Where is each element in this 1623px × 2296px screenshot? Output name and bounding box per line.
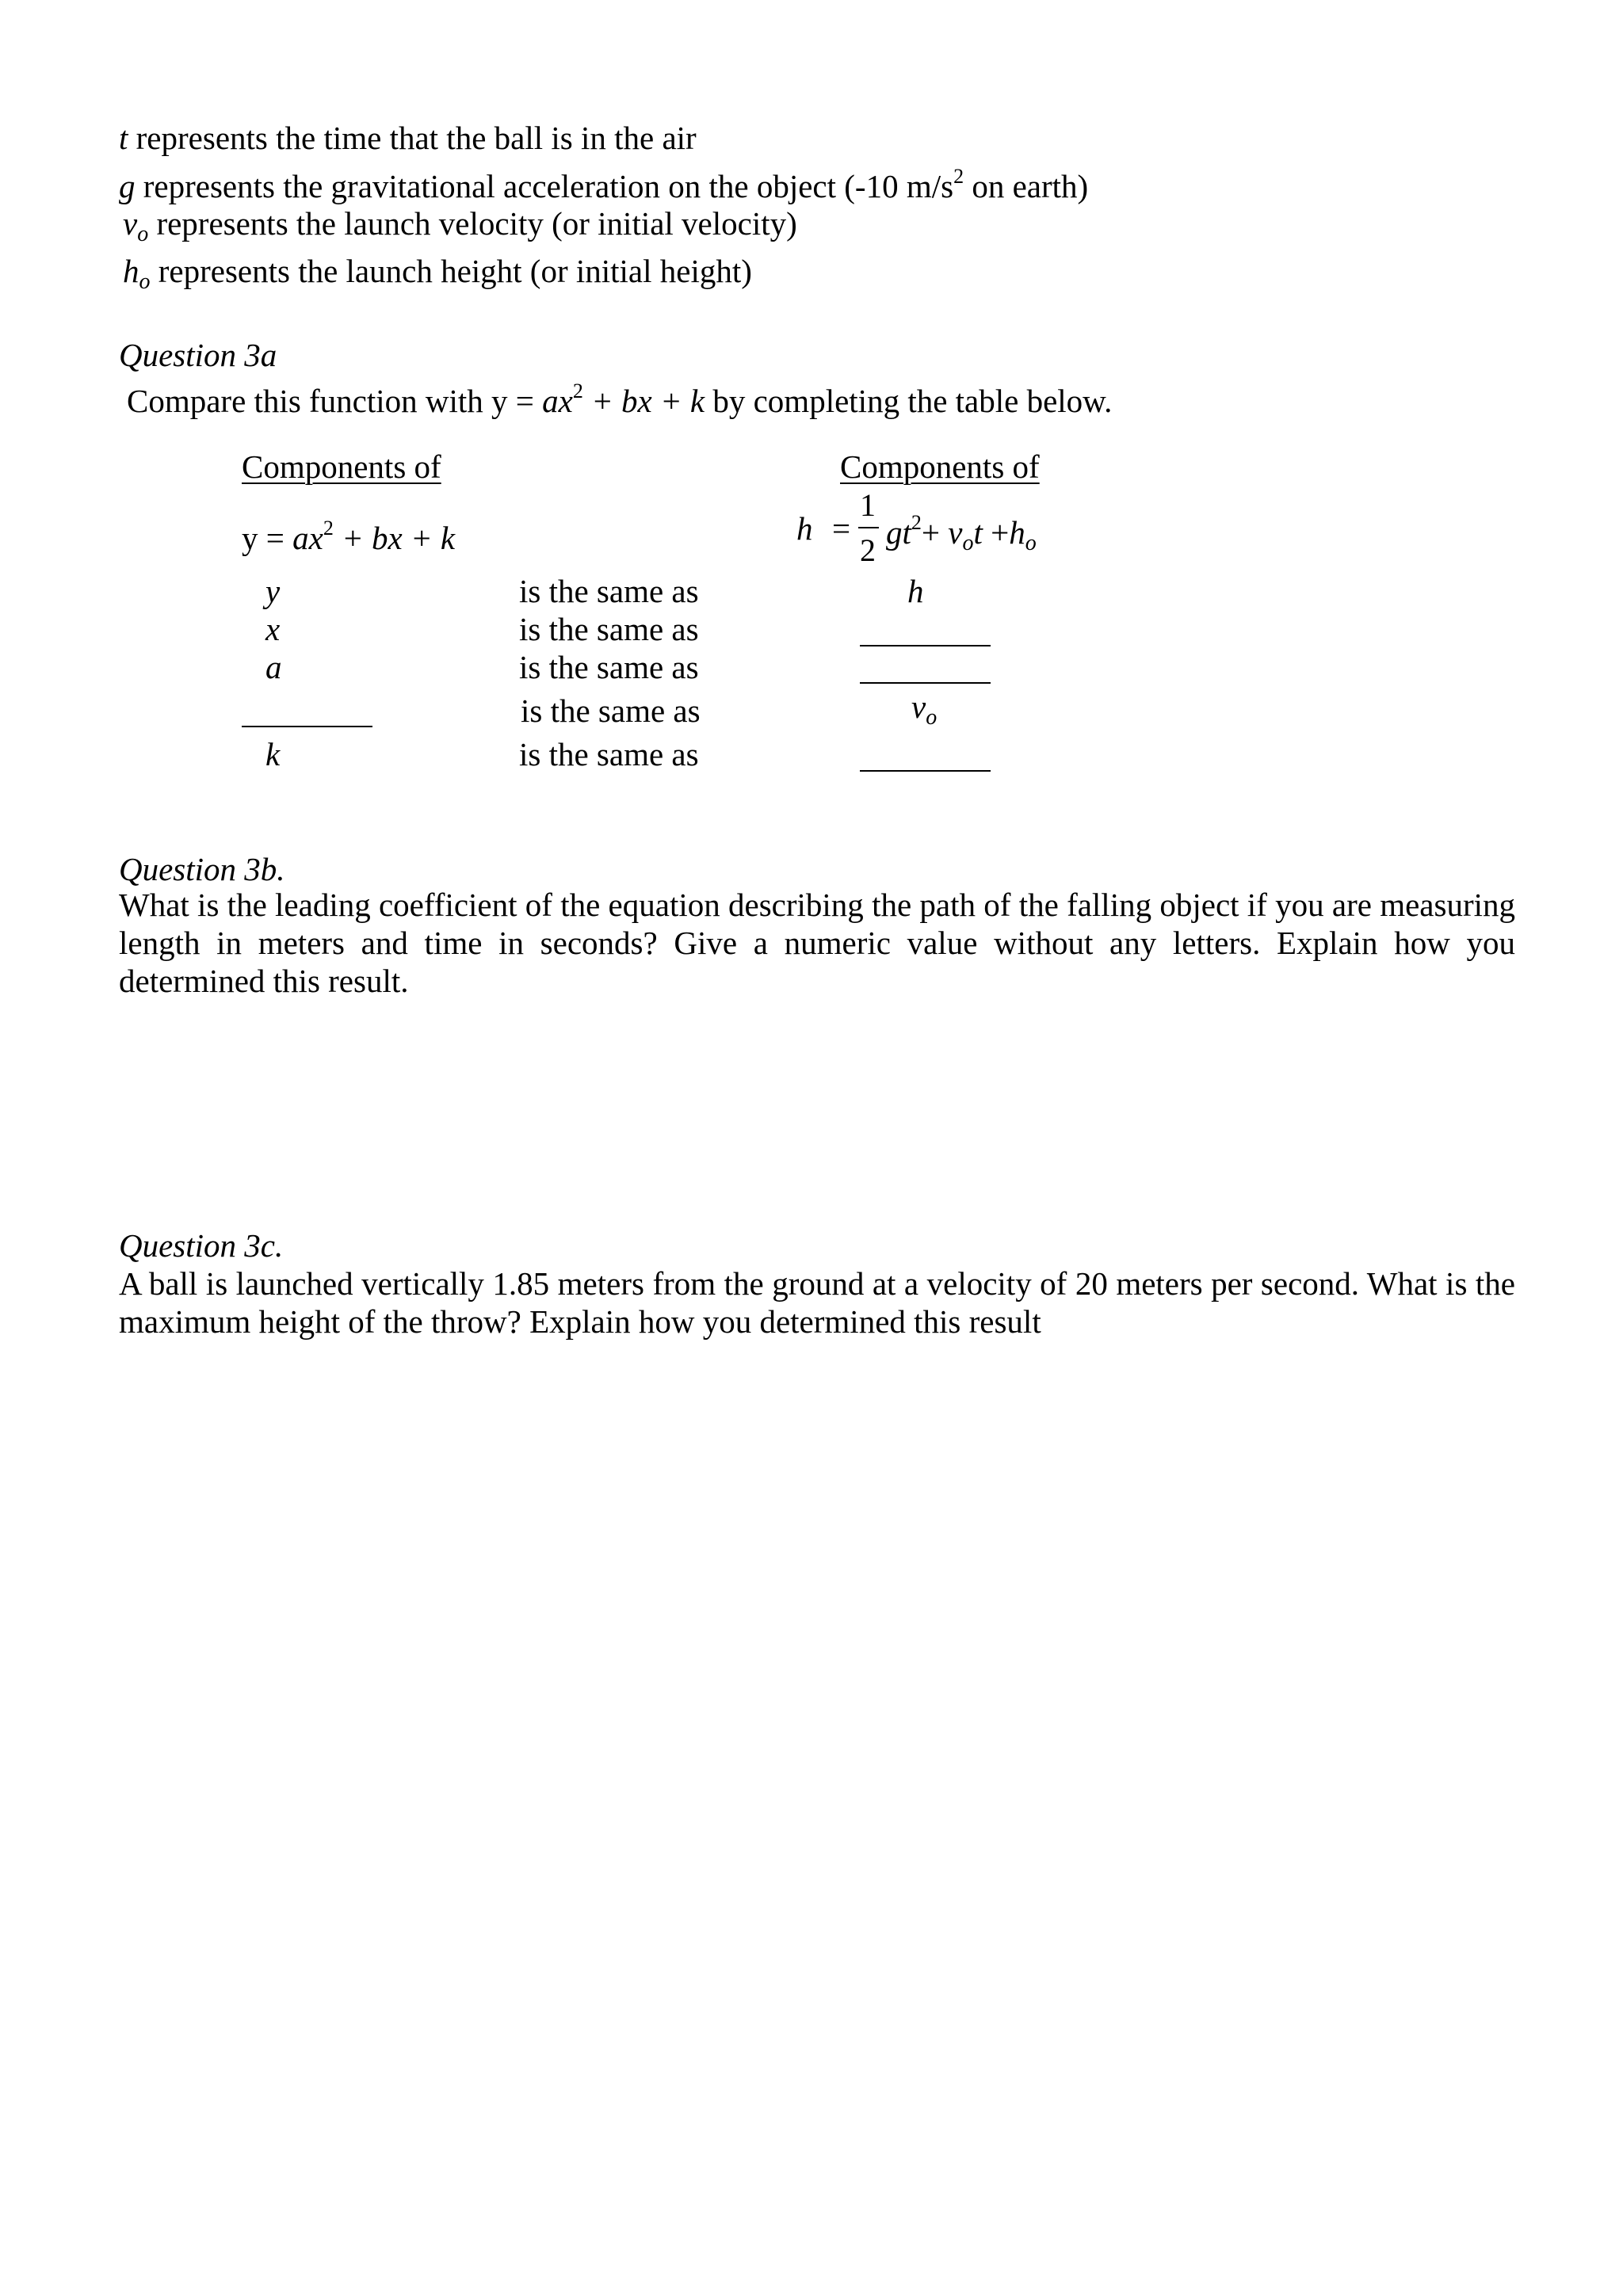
right-eq-h: h — [796, 510, 813, 547]
fraction-denominator: 2 — [860, 532, 876, 568]
right-eq-gt: gt — [886, 514, 911, 551]
left-header: Components of — [242, 448, 441, 485]
left-eq-y: y = — [242, 520, 293, 556]
definition-h — [123, 252, 752, 301]
prompt-before: Compare this function with y = — [127, 383, 543, 419]
definition-g — [119, 158, 1088, 205]
right-eq-v-sub: o — [962, 531, 974, 555]
right-eq-plus: + — [921, 514, 949, 551]
right-eq-plus2: + — [982, 514, 1010, 551]
definition-g-exponent: 2 — [953, 165, 964, 188]
symbol-h: h — [123, 253, 139, 289]
right-eq-terms — [886, 504, 1037, 563]
left-eq-exponent: 2 — [323, 517, 334, 540]
row5-left: k — [265, 736, 281, 772]
question-3c-body: A ball is launched vertically 1.85 meters from the ground at a velocity of 20 meters per second. What is the maximum height of the throw? Explain how you determined this result — [119, 1265, 1515, 1340]
fraction-numerator: 1 — [860, 487, 876, 523]
symbol-h-sub: o — [139, 269, 151, 294]
row5-relation: is the same as — [519, 736, 699, 772]
left-eq-rest: + bx + k — [333, 520, 456, 556]
right-eq-equals: = — [832, 510, 851, 547]
right-eq-h0-sub: o — [1025, 531, 1037, 555]
definition-g-text: represents the gravitational acceleration on the object (-10 m/s — [135, 168, 954, 204]
row2-relation: is the same as — [519, 611, 699, 647]
definition-t-text: represents the time that the ball is in the air — [128, 120, 697, 156]
row4-left-blank[interactable] — [242, 726, 372, 727]
definition-v — [123, 204, 797, 254]
question-3c-title: Question 3c. — [119, 1227, 284, 1264]
definition-v-text: represents the launch velocity (or initial velocity) — [148, 205, 797, 242]
row1-relation: is the same as — [519, 573, 699, 609]
symbol-v-sub: o — [137, 222, 149, 246]
row4-right-v: v — [911, 688, 926, 725]
row5-answer-blank[interactable] — [860, 770, 991, 772]
symbol-t: t — [119, 120, 128, 156]
question-3a-prompt — [127, 372, 1112, 420]
prompt-after: by completing the table below. — [705, 383, 1113, 419]
row3-answer-blank[interactable] — [860, 682, 991, 684]
definition-h-text: represents the launch height (or initial height) — [150, 253, 752, 289]
row4-relation: is the same as — [521, 692, 701, 729]
row4-right — [911, 688, 937, 737]
right-eq-h0: h — [1009, 514, 1025, 551]
question-3b-title: Question 3b. — [119, 851, 285, 887]
symbol-g: g — [119, 168, 136, 204]
right-eq-v: v — [948, 514, 963, 551]
prompt-formula: ax — [542, 383, 573, 419]
prompt-rest: + bx + k — [582, 383, 705, 419]
definition-t — [119, 119, 697, 157]
row2-left: x — [265, 611, 281, 647]
question-3a-title: Question 3a — [119, 337, 277, 373]
right-eq-exponent: 2 — [911, 511, 922, 534]
right-eq-t: t — [973, 514, 983, 551]
row3-left: a — [265, 649, 282, 685]
fraction-bar — [858, 527, 879, 528]
row1-left: y — [265, 573, 281, 609]
definition-g-after: on earth) — [964, 168, 1089, 204]
row2-answer-blank[interactable] — [860, 645, 991, 646]
left-equation — [242, 509, 455, 557]
row3-relation: is the same as — [519, 649, 699, 685]
row1-right: h — [907, 573, 924, 609]
left-eq-ax: ax — [292, 520, 323, 556]
symbol-v: v — [123, 205, 138, 242]
question-3b-body: What is the leading coefficient of the equation describing the path of the falling object if you are measuring length in meters and time in seconds? Give a numeric value without any letters. Explain how you determined this result. — [119, 887, 1515, 999]
row4-right-v-sub: o — [926, 705, 938, 730]
right-header: Components of — [840, 448, 1040, 485]
prompt-exponent: 2 — [572, 379, 583, 402]
